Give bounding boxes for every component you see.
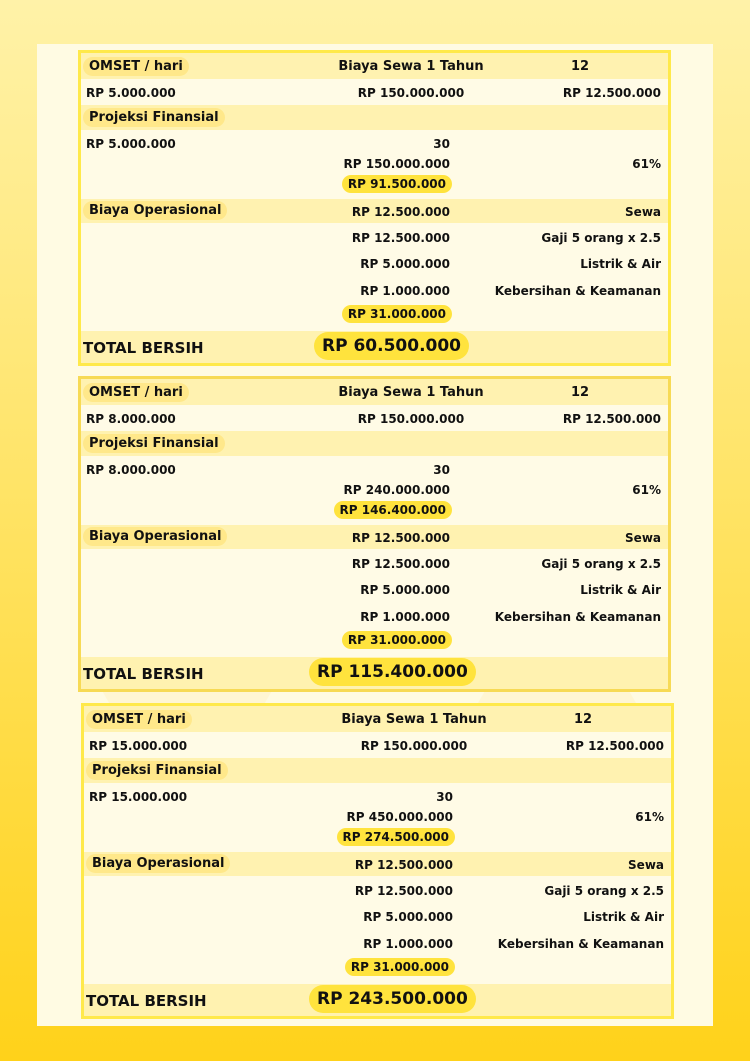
omset-row <box>84 732 671 758</box>
monthly-gross-value: RP 450.000.000 <box>346 810 453 824</box>
ops-header-row <box>81 199 668 223</box>
omset-value: RP 5.000.000 <box>86 86 176 100</box>
header-row <box>81 53 668 79</box>
sewa-value: RP 150.000.000 <box>360 739 468 753</box>
ops-item-label: Gaji 5 orang x 2.5 <box>544 884 664 898</box>
ops-detail <box>81 549 668 657</box>
total-label: TOTAL BERSIH <box>83 339 204 357</box>
ops-amount: RP 1.000.000 <box>360 610 450 624</box>
projection-block-2 <box>78 376 671 692</box>
projeksi-row <box>81 431 668 456</box>
projeksi-label: Projeksi Finansial <box>83 108 225 127</box>
omset-label: OMSET / hari <box>86 710 192 729</box>
omset-value: RP 8.000.000 <box>86 412 176 426</box>
total-row <box>81 331 668 363</box>
ops-item-label: Listrik & Air <box>583 910 664 924</box>
ops-amount: RP 1.000.000 <box>360 284 450 298</box>
total-value: RP 60.500.000 <box>314 332 469 360</box>
header-row <box>84 706 671 732</box>
ops-item-label: Kebersihan & Keamanan <box>497 937 664 951</box>
projeksi-label: Projeksi Finansial <box>86 761 228 780</box>
ops-amount: RP 12.500.000 <box>354 858 453 872</box>
projeksi-row <box>84 758 671 783</box>
monthly-net-value: RP 274.500.000 <box>337 828 455 846</box>
projection-block-1 <box>78 50 671 366</box>
ops-amount: RP 5.000.000 <box>360 583 450 597</box>
sewa-bulan-value: RP 12.500.000 <box>562 412 661 426</box>
omset-row <box>81 405 668 431</box>
total-label: TOTAL BERSIH <box>86 992 207 1010</box>
months-value: 12 <box>571 385 590 400</box>
omset-row <box>81 79 668 105</box>
ops-amount: RP 12.500.000 <box>351 205 450 219</box>
proj-omset-value: RP 8.000.000 <box>86 463 176 477</box>
ops-detail <box>84 876 671 984</box>
days-value: 30 <box>433 137 450 151</box>
ops-amount: RP 12.500.000 <box>354 884 453 898</box>
ops-detail <box>81 223 668 331</box>
monthly-net-value: RP 91.500.000 <box>342 175 452 193</box>
omset-label: OMSET / hari <box>83 57 189 76</box>
projection-detail <box>84 783 671 852</box>
projeksi-label: Projeksi Finansial <box>83 434 225 453</box>
sewa-bulan-value: RP 12.500.000 <box>562 86 661 100</box>
ops-total-value: RP 31.000.000 <box>342 305 452 323</box>
months-value: 12 <box>571 59 590 74</box>
monthly-net-value: RP 146.400.000 <box>334 501 452 519</box>
sewa-bulan-value: RP 12.500.000 <box>565 739 664 753</box>
ops-amount: RP 12.500.000 <box>351 557 450 571</box>
ops-amount: RP 12.500.000 <box>351 231 450 245</box>
ops-header-row <box>84 852 671 876</box>
monthly-gross-value: RP 240.000.000 <box>343 483 450 497</box>
projeksi-row <box>81 105 668 130</box>
ops-amount: RP 5.000.000 <box>360 257 450 271</box>
total-row <box>84 984 671 1016</box>
sewa-label: Biaya Sewa 1 Tahun <box>338 385 484 400</box>
header-row <box>81 379 668 405</box>
proj-omset-value: RP 5.000.000 <box>86 137 176 151</box>
ops-item-label: Sewa <box>625 531 661 545</box>
projection-detail <box>81 130 668 199</box>
ops-item-label: Listrik & Air <box>580 583 661 597</box>
total-label: TOTAL BERSIH <box>83 665 204 683</box>
projection-detail <box>81 456 668 525</box>
percent-value: 61% <box>632 157 661 171</box>
monthly-gross-value: RP 150.000.000 <box>343 157 450 171</box>
ops-label: Biaya Operasional <box>86 854 230 873</box>
ops-amount: RP 5.000.000 <box>363 910 453 924</box>
ops-item-label: Kebersihan & Keamanan <box>494 610 661 624</box>
ops-item-label: Gaji 5 orang x 2.5 <box>541 557 661 571</box>
ops-item-label: Sewa <box>625 205 661 219</box>
ops-amount: RP 1.000.000 <box>363 937 453 951</box>
ops-item-label: Listrik & Air <box>580 257 661 271</box>
days-value: 30 <box>436 790 453 804</box>
ops-item-label: Kebersihan & Keamanan <box>494 284 661 298</box>
days-value: 30 <box>433 463 450 477</box>
total-row <box>81 657 668 689</box>
ops-item-label: Gaji 5 orang x 2.5 <box>541 231 661 245</box>
percent-value: 61% <box>635 810 664 824</box>
proj-omset-value: RP 15.000.000 <box>89 790 188 804</box>
total-value: RP 115.400.000 <box>309 658 476 686</box>
projection-block-3 <box>81 703 674 1019</box>
sewa-label: Biaya Sewa 1 Tahun <box>338 59 484 74</box>
ops-label: Biaya Operasional <box>83 201 227 220</box>
sewa-label: Biaya Sewa 1 Tahun <box>341 712 487 727</box>
percent-value: 61% <box>632 483 661 497</box>
omset-value: RP 15.000.000 <box>89 739 188 753</box>
ops-total-value: RP 31.000.000 <box>345 958 455 976</box>
total-value: RP 243.500.000 <box>309 985 476 1013</box>
ops-header-row <box>81 525 668 549</box>
ops-total-value: RP 31.000.000 <box>342 631 452 649</box>
sewa-value: RP 150.000.000 <box>357 86 465 100</box>
ops-label: Biaya Operasional <box>83 527 227 546</box>
ops-amount: RP 12.500.000 <box>351 531 450 545</box>
sewa-value: RP 150.000.000 <box>357 412 465 426</box>
months-value: 12 <box>574 712 593 727</box>
ops-item-label: Sewa <box>628 858 664 872</box>
omset-label: OMSET / hari <box>83 383 189 402</box>
